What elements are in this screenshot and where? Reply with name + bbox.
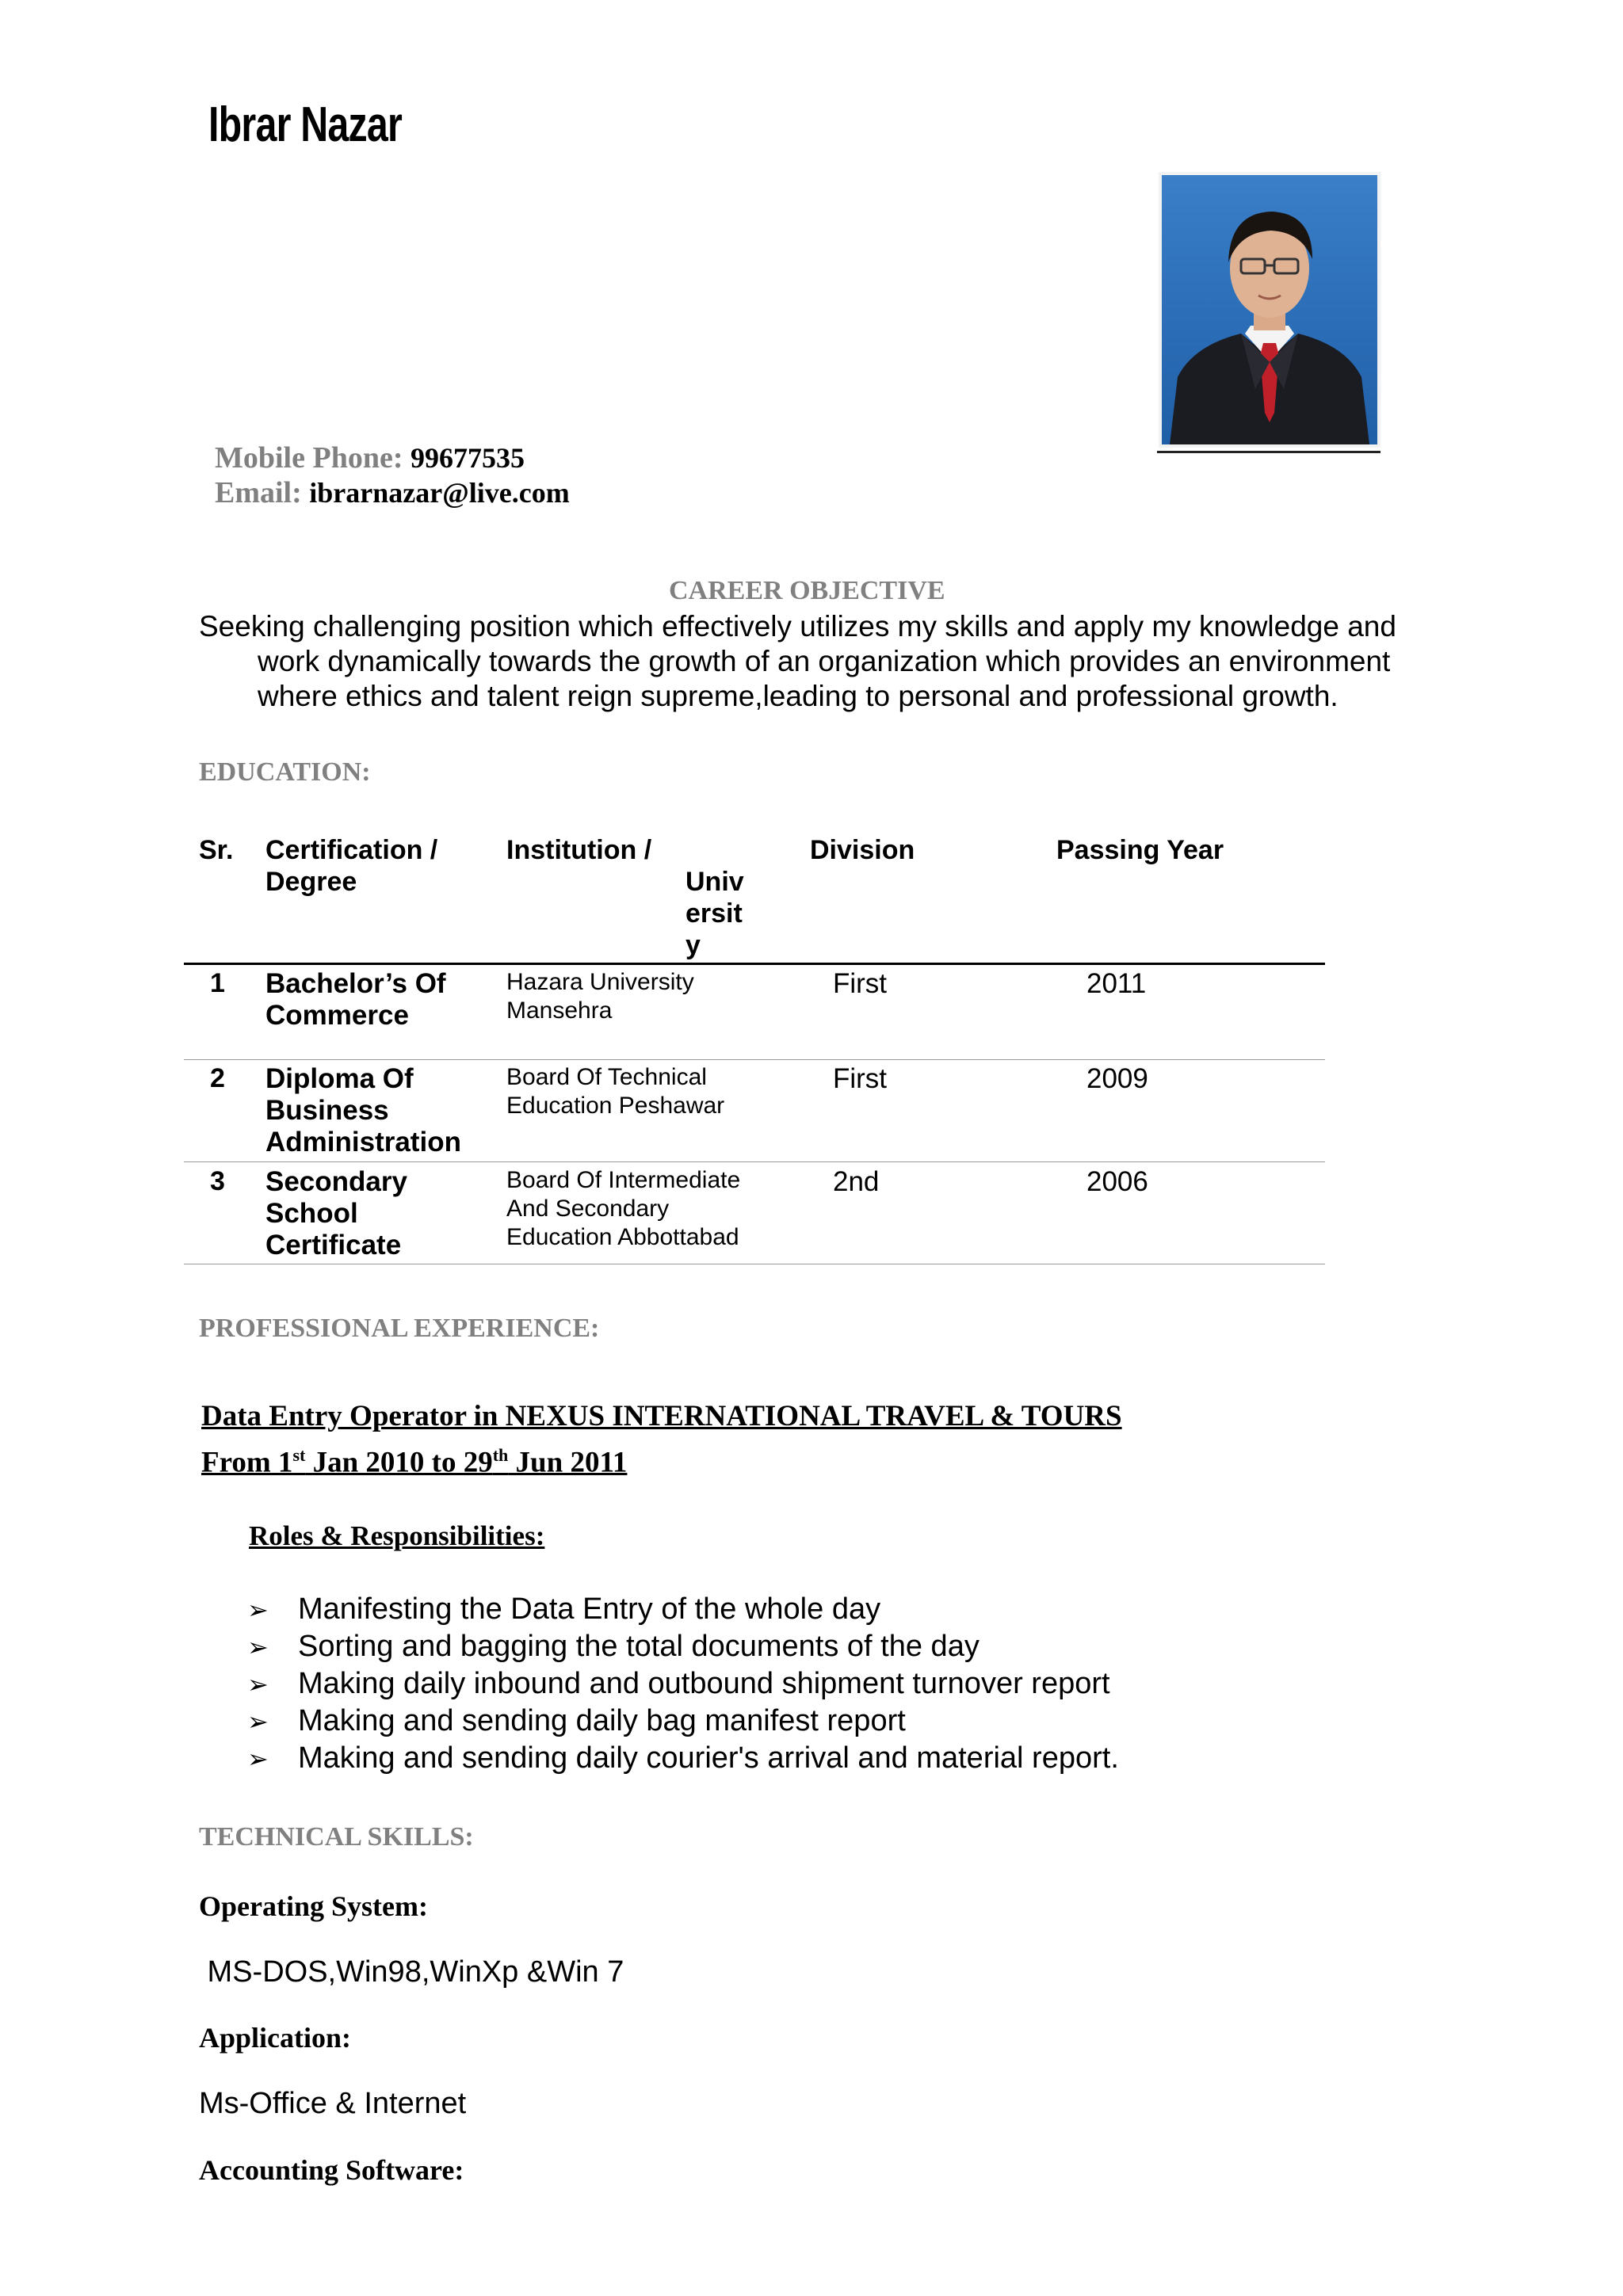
list-item [247, 1740, 1119, 1777]
application-label: Application: [199, 2022, 352, 2054]
row-institution-line: Education Peshawar [506, 1093, 725, 1119]
row-degree-line: Secondary [265, 1166, 407, 1197]
roles-heading: Roles & Responsibilities: [249, 1520, 545, 1551]
row-degree-line: Certificate [265, 1230, 402, 1261]
objective-line-1: Seeking challenging position which effectively utilizes my skills and apply my knowledge and [199, 610, 1396, 643]
period-mid: Jan 2010 to 29 [305, 1446, 493, 1479]
objective-line-2: work dynamically towards the growth of an organization which provides an environment [258, 645, 1391, 677]
row-degree-line: School [265, 1198, 358, 1229]
header-cert-1: Certification / [265, 835, 438, 865]
row-institution-line: Education Abbottabad [506, 1224, 739, 1250]
header-cert-2: Degree [265, 867, 357, 897]
header-rule [184, 963, 1325, 965]
row-institution-line: Board Of Intermediate [506, 1167, 741, 1193]
accounting-label: Accounting Software: [199, 2154, 464, 2186]
objective-line-3: where ethics and talent reign supreme,leading to personal and professional growth. [258, 680, 1338, 712]
role-text: Making daily inbound and outbound shipment turnover report [298, 1667, 1110, 1700]
application-value: Ms-Office & Internet [199, 2087, 467, 2120]
header-inst-1: Institution / [506, 835, 652, 865]
phone-line [215, 441, 525, 475]
profile-photo [1159, 172, 1381, 448]
photo-underline [1157, 451, 1381, 453]
row-institution-line: Board Of Technical [506, 1064, 707, 1090]
row-degree-line: Business [265, 1095, 389, 1126]
row-division: First [833, 1063, 888, 1094]
role-text: Making and sending daily courier's arrival and material report. [298, 1741, 1119, 1775]
row-sr: 1 [210, 968, 225, 998]
phone-label: Mobile Phone: [215, 441, 403, 475]
row-degree-line: Administration [265, 1127, 461, 1158]
arrow-bullet-icon: ➢ [247, 1632, 269, 1661]
row-degree-line: Commerce [265, 1000, 409, 1031]
roles-list [247, 1591, 1119, 1777]
role-text: Manifesting the Data Entry of the whole day [298, 1592, 881, 1626]
row-institution-line: Mansehra [506, 997, 613, 1024]
arrow-bullet-icon: ➢ [247, 1707, 269, 1736]
row-divider [184, 1059, 1325, 1060]
arrow-bullet-icon: ➢ [247, 1669, 269, 1699]
period-from: From 1 [201, 1446, 293, 1479]
list-item [247, 1703, 1119, 1740]
row-year: 2009 [1086, 1063, 1148, 1094]
job-period [201, 1445, 627, 1479]
candidate-name: Ibrar Nazar [208, 97, 403, 152]
period-end: Jun 2011 [508, 1446, 628, 1479]
row-divider [184, 1161, 1325, 1162]
row-institution-line: Hazara University [506, 969, 694, 995]
education-heading: EDUCATION: [199, 757, 371, 787]
row-year: 2006 [1086, 1166, 1148, 1197]
row-sr: 2 [210, 1063, 225, 1093]
row-division: 2nd [833, 1166, 880, 1197]
role-text: Sorting and bagging the total documents of the day [298, 1630, 980, 1663]
os-value: MS-DOS,Win98,WinXp &Win 7 [199, 1955, 624, 1989]
phone-value: 99677535 [410, 442, 525, 474]
arrow-bullet-icon: ➢ [247, 1744, 269, 1773]
person-portrait-icon [1162, 175, 1377, 444]
header-inst-3: ersit [685, 898, 743, 929]
row-institution-line: And Secondary [506, 1196, 670, 1222]
row-sr: 3 [210, 1166, 225, 1196]
skills-heading: TECHNICAL SKILLS: [199, 1822, 474, 1852]
career-objective-heading: CAREER OBJECTIVE [669, 576, 945, 605]
email-value: ibrarnazar@live.com [309, 477, 570, 509]
period-to-sup: th [492, 1445, 509, 1465]
header-sr: Sr. [199, 835, 234, 865]
role-text: Making and sending daily bag manifest report [298, 1704, 906, 1737]
header-inst-4: y [685, 930, 701, 960]
header-inst-2: Univ [685, 867, 744, 897]
row-degree-line: Bachelor’s Of [265, 968, 446, 999]
row-degree-line: Diploma Of [265, 1063, 414, 1094]
list-item [247, 1628, 1119, 1665]
email-line [215, 475, 570, 510]
period-from-sup: st [292, 1445, 306, 1465]
os-label: Operating System: [199, 1890, 428, 1922]
row-year: 2011 [1086, 968, 1147, 999]
experience-heading: PROFESSIONAL EXPERIENCE: [199, 1314, 600, 1343]
email-label: Email: [215, 476, 302, 509]
list-item [247, 1665, 1119, 1703]
row-division: First [833, 968, 888, 999]
header-division: Division [810, 835, 915, 865]
list-item [247, 1591, 1119, 1628]
header-year: Passing Year [1056, 835, 1224, 865]
arrow-bullet-icon: ➢ [247, 1595, 269, 1624]
job-title: Data Entry Operator in NEXUS INTERNATIONAL TRAVEL & TOURS [201, 1400, 1122, 1432]
